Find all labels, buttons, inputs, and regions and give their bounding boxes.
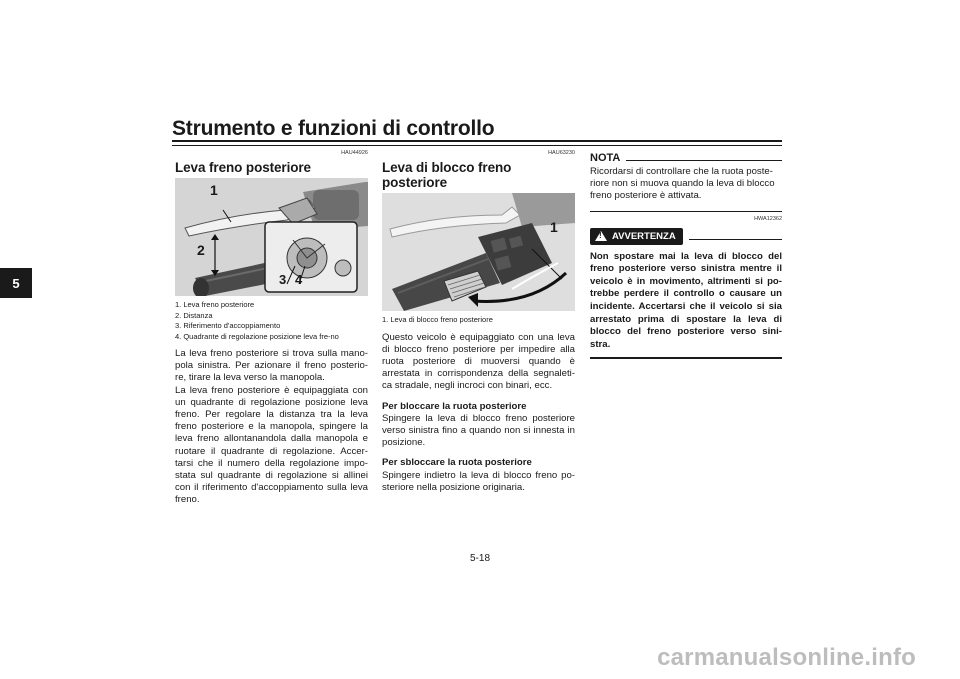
title-rule [172,140,782,142]
warning-rule [689,239,782,240]
chapter-tab: 5 [0,268,32,298]
callout-3: 3 [279,272,287,287]
page-title: Strumento e funzioni di controllo [172,117,495,140]
paragraph: Questo veicolo è equipaggiato con una leva di blocco freno posteriore per impedire alla ruota posteriore di muoversi quando è arrestata in corrispondenza della segnaleti-ca stradale, negli incroci con binari, ecc. [382,331,575,392]
section-heading: Leva di blocco freno posteriore [382,160,512,190]
caption-item: 1. Leva freno posteriore [175,300,255,309]
caption-item: 3. Riferimento d'accoppiamento [175,321,281,330]
caption-item: 4. Quadrante di regolazione posizione leva fre-no [175,331,339,341]
subheading-unlock: Per sbloccare la ruota posteriore [382,457,532,469]
paragraph: La leva freno posteriore si trova sulla mano-pola sinistra. Per azionare il freno posterio-re, tirare la leva verso la manopola. [175,348,368,384]
watermark: carmanualsonline.info [657,644,916,671]
title-rule-thin [172,145,782,146]
brake-lever-illustration [175,178,368,296]
callout-1: 1 [210,182,218,198]
brake-lock-illustration [382,193,575,311]
paragraph: Spingere la leva di blocco freno posteriore verso sinistra fino a quando non si innesta in posizione. [382,412,575,449]
page-number: 5-18 [469,553,490,564]
warning-header [590,228,782,245]
ref-code: HAU44926 [341,150,368,156]
warning-text: Non spostare mai la leva di blocco del freno posteriore verso sinistra mentre il veicolo è in movimento, altrimenti si po-trebbe perdere il controllo o causare un incidente. Accertarsi che il veicolo si sia arrestato prima di spostare la leva di blocco del freno posteriore verso sini-stra. [590,250,782,350]
note-separator [590,211,782,212]
callout-2: 2 [197,242,205,258]
paragraph: Spingere indietro la leva di blocco freno po-steriore nella posizione originaria. [382,469,575,493]
warning-badge [590,228,683,245]
warning-end-rule [590,357,782,359]
subheading-lock: Per bloccare la ruota posteriore [382,400,527,412]
figure-brake-lock-lever [382,193,575,311]
caption-item: 2. Distanza [175,310,213,320]
warning-label: AVVERTENZA [612,230,676,242]
column-rear-brake-lock [382,150,575,494]
warning-triangle-icon [595,231,607,241]
figure-caption-list [175,300,368,342]
note-text: Ricordarsi di controllare che la ruota poste-riore non si muova quando la leva di blocco freno posteriore è attivata. [590,166,775,202]
callout-1: 1 [550,219,558,235]
caption-item: 1. Leva di blocco freno posteriore [382,315,493,324]
figure-brake-lever [175,178,368,296]
callout-4: 4 [295,272,303,287]
section-heading: Leva freno posteriore [175,160,311,175]
ref-code: HAU63230 [548,150,575,156]
column-notes [590,150,782,359]
column-rear-brake-lever [175,150,368,507]
figure-caption-list [382,315,575,326]
note-label: NOTA [590,152,621,164]
note-header [590,152,782,164]
note-rule [626,160,782,161]
paragraph: La leva freno posteriore è equipaggiata con un quadrante di regolazione posizione leva freno. Per regolare la distanza tra la leva freno posteriore e la manopola, spingere la leva freno allontanandola dalla manopola e ruotare il quadrante di regolazione. Accer-tarsi che il numero della regolazione impo-stata sul quadrante di regolazione si allinei con il riferimento d'accoppiamento sulla leva freno. [175,384,368,506]
warning-code: HWA12362 [754,215,782,222]
